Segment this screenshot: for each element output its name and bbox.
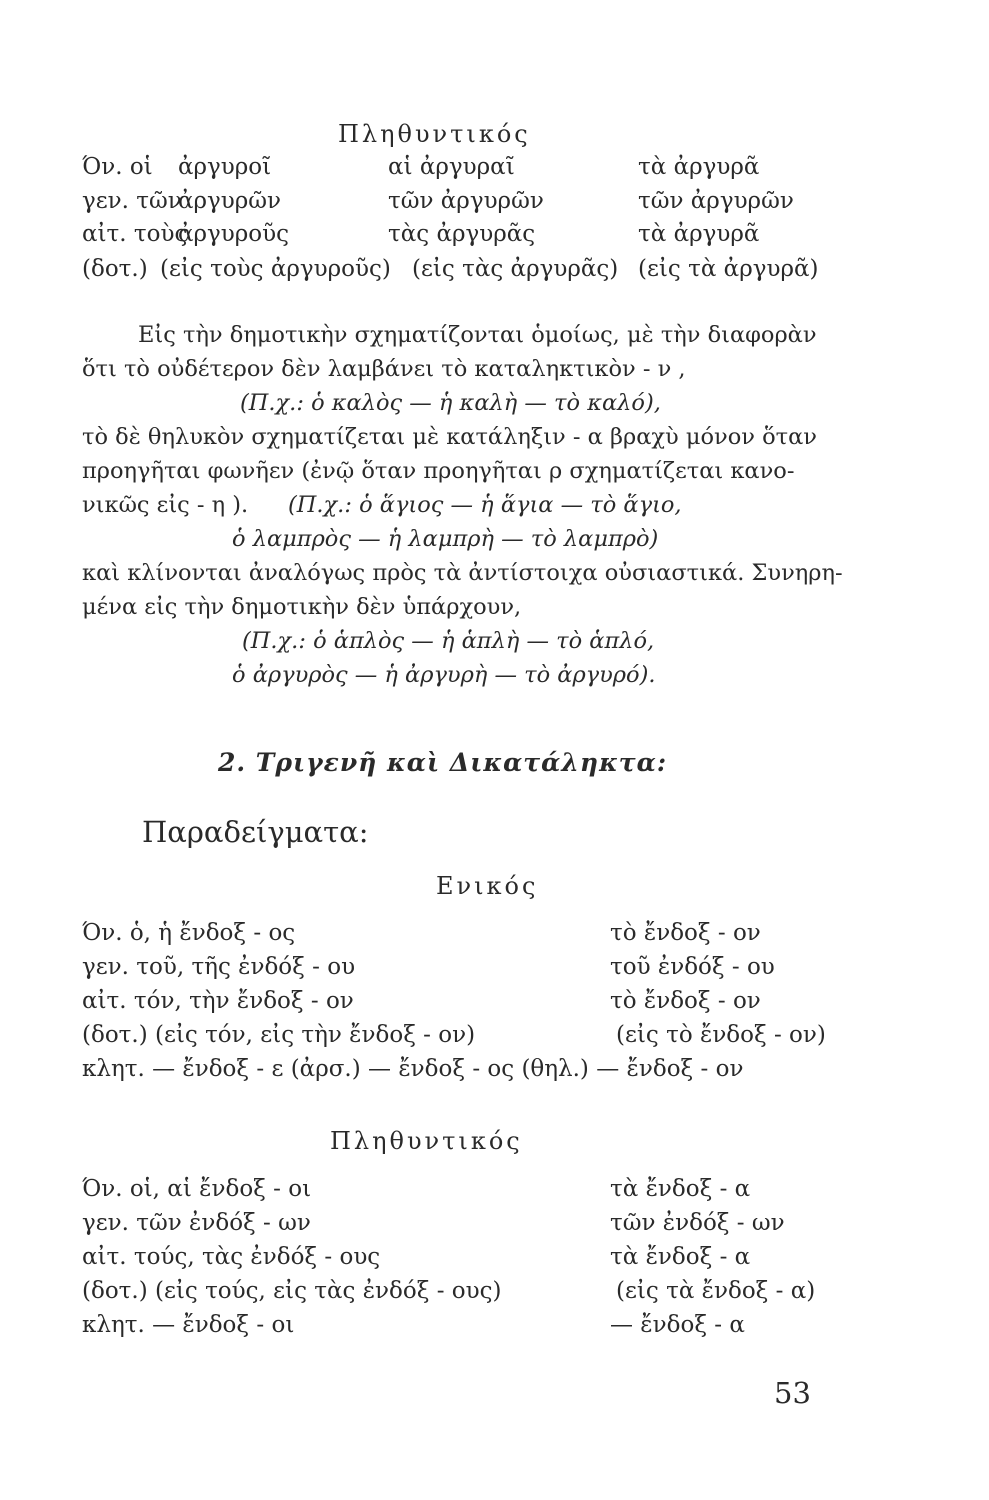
table-cell: τὰ ἔνδοξ - α: [610, 1176, 751, 1202]
section-heading: 2. Τριγενῆ καὶ Δικατάληκτα:: [218, 748, 668, 777]
paragraph-line: προηγῆται φωνῆεν (ἐνῷ ὅταν προηγῆται ρ σχηματίζεται κανο-: [82, 458, 795, 484]
plural-header: Πληθυντικός: [330, 1127, 523, 1155]
paragraph-line: νικῶς εἰς - η ).: [82, 492, 249, 518]
example-line: ὁ λαμπρὸς — ἡ λαμπρὴ — τὸ λαμπρὸ): [232, 526, 659, 552]
table-cell: αἰτ. τόν, τὴν ἔνδοξ - ον: [82, 988, 354, 1014]
paragraph-line: ὅτι τὸ οὐδέτερον δὲν λαμβάνει τὸ καταληκτικὸν - ν ,: [82, 356, 686, 382]
example-line: (Π.χ.: ὁ ἁπλὸς — ἡ ἁπλὴ — τὸ ἁπλό,: [242, 628, 655, 654]
table-cell: τῶν ἀργυρῶν: [638, 188, 794, 214]
table-cell: — ἔνδοξ - α: [610, 1312, 745, 1338]
table-cell: γεν. τῶν: [82, 188, 182, 214]
table-cell: τὰ ἀργυρᾶ: [638, 221, 760, 247]
page-number: 53: [774, 1376, 811, 1410]
table-cell: Όν. οἱ, αἱ ἔνδοξ - οι: [82, 1176, 312, 1202]
paragraph-line: μένα εἰς τὴν δημοτικὴν δὲν ὑπάρχουν,: [82, 594, 522, 620]
table-cell: τὰ ἀργυρᾶ: [638, 154, 760, 180]
table-cell: (δοτ.) (εἰς τούς, εἰς τὰς ἐνδόξ - ους): [82, 1278, 502, 1304]
example-line: ὁ ἀργυρὸς — ἡ ἀργυρὴ — τὸ ἀργυρό).: [232, 662, 656, 688]
paragraph-line: καὶ κλίνονται ἀναλόγως πρὸς τὰ ἀντίστοιχα οὐσιαστικά. Συνηρη-: [82, 560, 843, 586]
table-cell: (δοτ.): [82, 256, 148, 282]
plural-header: Πληθυντικός: [338, 120, 531, 148]
table-cell: (εἰς τὰς ἀργυρᾶς): [412, 256, 619, 282]
paragraph-line: Εἰς τὴν δημοτικὴν σχηματίζονται ὁμοίως, μὲ τὴν διαφορὰν: [138, 322, 817, 348]
table-cell: κλητ. — ἔνδοξ - οι: [82, 1312, 295, 1338]
table-cell: αἰτ. τοὺς: [82, 221, 188, 247]
table-cell: ἀργυροῖ: [178, 154, 272, 180]
table-cell: αἰτ. τούς, τὰς ἐνδόξ - ους: [82, 1244, 381, 1270]
table-cell: τὸ ἔνδοξ - ον: [610, 920, 761, 946]
table-cell: (εἰς τοὺς ἀργυροῦς): [160, 256, 391, 282]
table-cell: τὰ ἔνδοξ - α: [610, 1244, 751, 1270]
table-cell: (εἰς τὰ ἔνδοξ - α): [616, 1278, 816, 1304]
example-line: (Π.χ.: ὁ καλὸς — ἡ καλὴ — τὸ καλό),: [240, 390, 661, 416]
table-cell: αἱ ἀργυραῖ: [388, 154, 515, 180]
example-line: (Π.χ.: ὁ ἅγιος — ἡ ἅγια — τὸ ἅγιο,: [288, 492, 682, 518]
table-cell: (εἰς τὰ ἀργυρᾶ): [638, 256, 819, 282]
table-cell: τὸ ἔνδοξ - ον: [610, 988, 761, 1014]
table-cell: Όν. οἱ: [82, 154, 153, 180]
table-cell: τὰς ἀργυρᾶς: [388, 221, 536, 247]
examples-label: Παραδείγματα:: [142, 815, 369, 849]
table-cell: (εἰς τὸ ἔνδοξ - ον): [616, 1022, 826, 1048]
table-cell: ἀργυρῶν: [178, 188, 282, 214]
table-cell: γεν. τῶν ἐνδόξ - ων: [82, 1210, 311, 1236]
table-cell: ἀργυροῦς: [178, 221, 290, 247]
table-cell: (δοτ.) (εἰς τόν, εἰς τὴν ἔνδοξ - ον): [82, 1022, 476, 1048]
table-cell: γεν. τοῦ, τῆς ἐνδόξ - ου: [82, 954, 356, 980]
table-cell: τῶν ἐνδόξ - ων: [610, 1210, 785, 1236]
table-cell: τοῦ ἐνδόξ - ου: [610, 954, 775, 980]
table-cell: κλητ. — ἔνδοξ - ε (ἀρσ.) — ἔνδοξ - ος (θηλ.) — ἔνδοξ - ον: [82, 1056, 744, 1082]
paragraph-line: τὸ δὲ θηλυκὸν σχηματίζεται μὲ κατάληξιν - α βραχὺ μόνον ὅταν: [82, 424, 817, 450]
table-cell: τῶν ἀργυρῶν: [388, 188, 544, 214]
table-cell: Όν. ὁ, ἡ ἔνδοξ - ος: [82, 920, 296, 946]
singular-header: Ενικός: [436, 872, 539, 900]
